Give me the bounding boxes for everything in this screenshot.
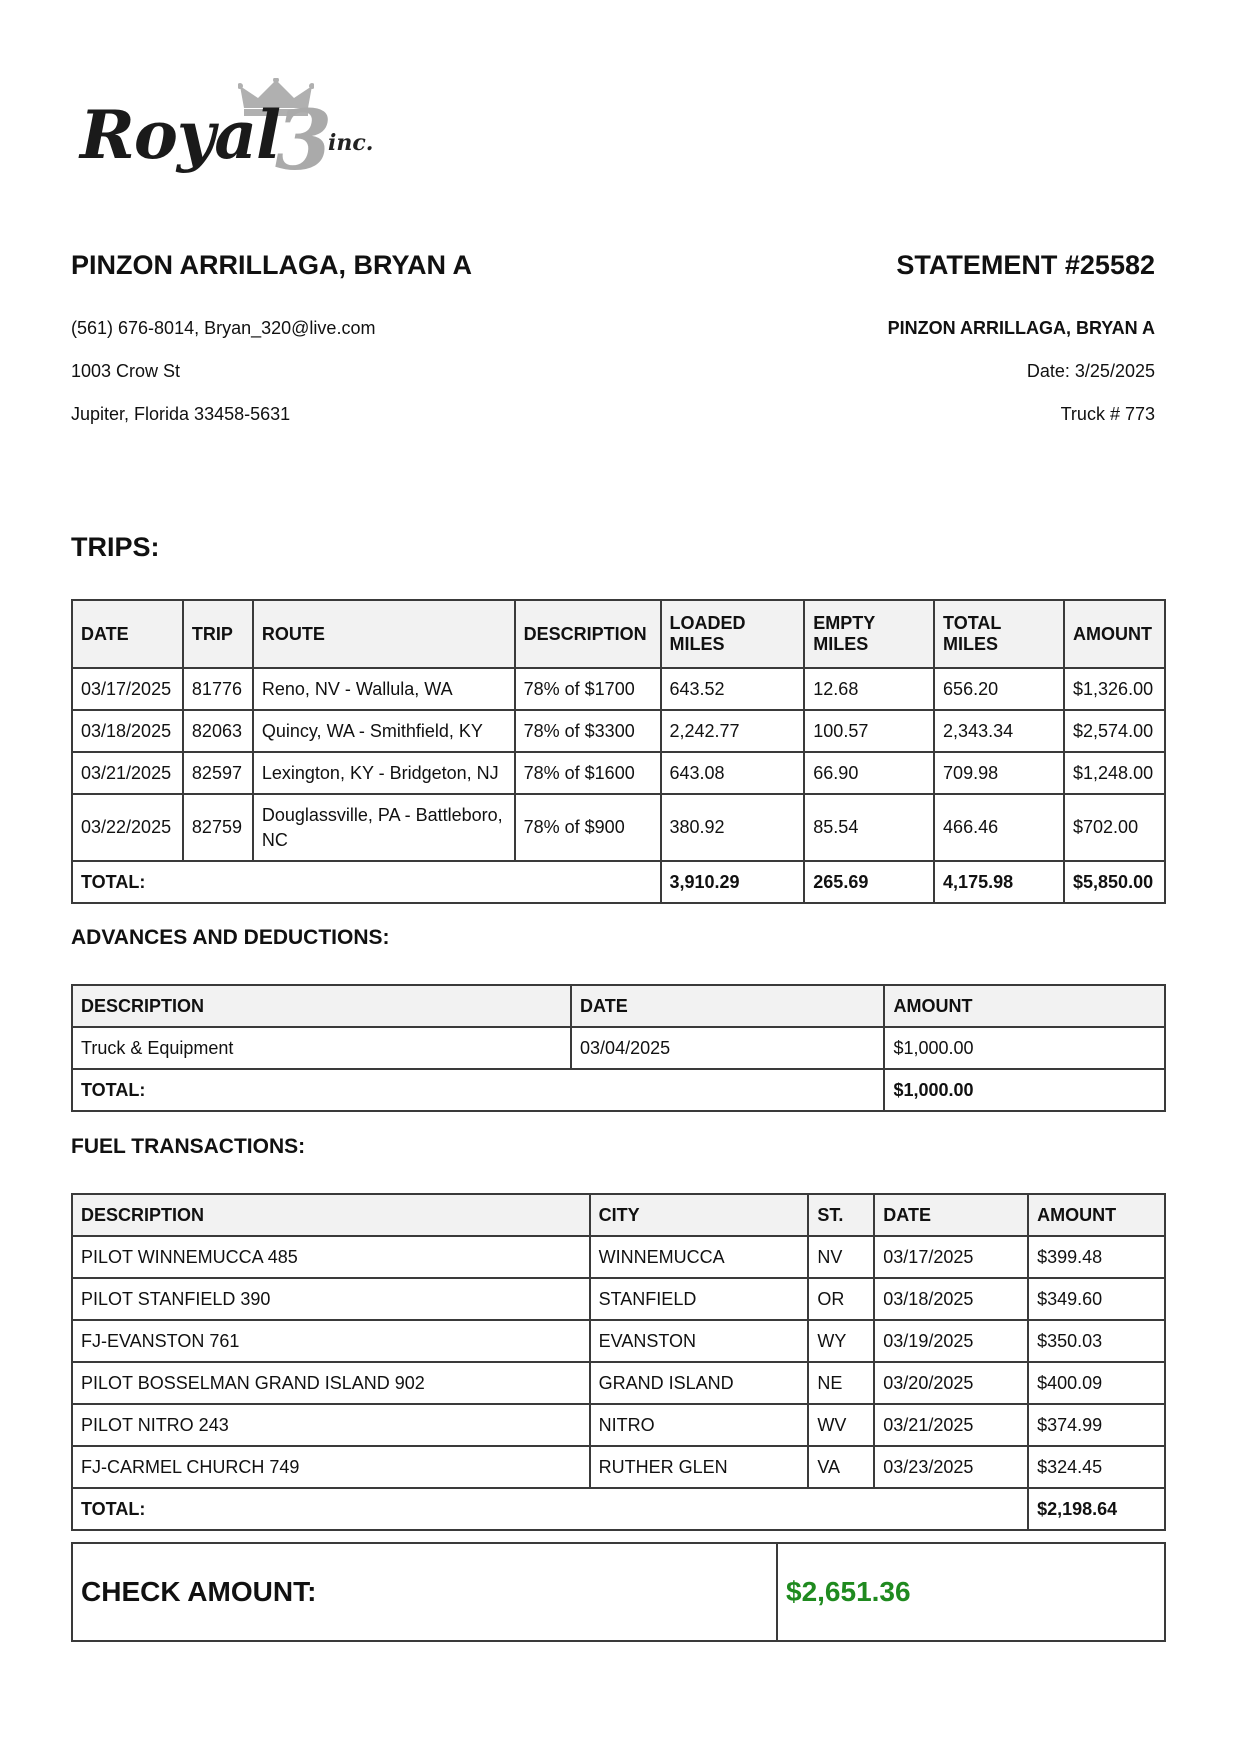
statement-info [888,248,1155,425]
table-cell: 03/21/2025 [874,1404,1028,1446]
table-cell: $399.48 [1028,1236,1165,1278]
company-logo [78,78,378,190]
logo-numeral: 3 [275,93,333,189]
table-cell: 03/04/2025 [571,1027,884,1069]
table-cell: $349.60 [1028,1278,1165,1320]
table-cell: Quincy, WA - Smithfield, KY [253,710,515,752]
table-cell: 03/23/2025 [874,1446,1028,1488]
column-header: DATE [72,600,183,668]
table-cell: 81776 [183,668,253,710]
table-row [72,710,1165,752]
column-header: TRIP [183,600,253,668]
table-cell: FJ-EVANSTON 761 [72,1320,590,1362]
table-row [72,1278,1165,1320]
table-cell: Douglassville, PA - Battleboro, NC [253,794,515,861]
table-cell: 03/17/2025 [72,668,183,710]
table-cell: $324.45 [1028,1446,1165,1488]
driver-name: PINZON ARRILLAGA, BRYAN A [71,250,473,280]
table-row [72,1236,1165,1278]
total-amount: $2,198.64 [1028,1488,1165,1530]
table-cell: $702.00 [1064,794,1165,861]
table-row [72,752,1165,794]
total-amount: $5,850.00 [1064,861,1165,903]
table-cell: 03/20/2025 [874,1362,1028,1404]
column-header: DATE [571,985,884,1027]
driver-street: 1003 Crow St [71,361,181,381]
table-cell: 82597 [183,752,253,794]
total-label: TOTAL: [72,861,661,903]
table-cell: 03/19/2025 [874,1320,1028,1362]
total-empty-miles: 265.69 [804,861,934,903]
column-header: EMPTY MILES [804,600,934,668]
table-cell: $1,326.00 [1064,668,1165,710]
total-loaded-miles: 3,910.29 [661,861,805,903]
table-cell: NV [808,1236,874,1278]
table-cell: 85.54 [804,794,934,861]
advances-header-row [72,985,1165,1027]
advances-title: ADVANCES AND DEDUCTIONS: [71,926,390,949]
driver-city: Jupiter, Florida 33458-5631 [71,404,291,424]
table-cell: NE [808,1362,874,1404]
total-label: TOTAL: [72,1488,1028,1530]
table-cell: 03/21/2025 [72,752,183,794]
column-header: AMOUNT [884,985,1165,1027]
table-cell: 12.68 [804,668,934,710]
table-row [72,1446,1165,1488]
table-cell: $400.09 [1028,1362,1165,1404]
column-header: TOTAL MILES [934,600,1064,668]
fuel-title: FUEL TRANSACTIONS: [71,1135,306,1158]
table-cell: WY [808,1320,874,1362]
fuel-table [71,1193,1166,1531]
column-header: ROUTE [253,600,515,668]
column-header: LOADED MILES [661,600,805,668]
table-cell: 656.20 [934,668,1064,710]
table-row [72,668,1165,710]
table-cell: WV [808,1404,874,1446]
table-cell: VA [808,1446,874,1488]
table-cell: 03/18/2025 [72,710,183,752]
table-cell: NITRO [590,1404,809,1446]
fuel-total-row [72,1488,1165,1530]
statement-date: Date: 3/25/2025 [1026,361,1155,381]
check-amount-box [71,1542,1166,1642]
table-cell: $1,000.00 [884,1027,1165,1069]
table-cell: $2,574.00 [1064,710,1165,752]
advances-total-row [72,1069,1165,1111]
trips-table [71,599,1166,904]
advances-table [71,984,1166,1112]
table-cell: 2,343.34 [934,710,1064,752]
statement-payee: PINZON ARRILLAGA, BRYAN A [887,318,1155,338]
column-header: AMOUNT [1028,1194,1165,1236]
column-header: DESCRIPTION [515,600,661,668]
statement-title: STATEMENT #25582 [896,250,1155,280]
table-cell: $374.99 [1028,1404,1165,1446]
table-cell: 78% of $1700 [515,668,661,710]
check-amount-label: CHECK AMOUNT: [73,1544,778,1640]
total-amount: $1,000.00 [884,1069,1165,1111]
driver-info [71,248,472,425]
table-cell: 380.92 [661,794,805,861]
statement-truck: Truck # 773 [1060,404,1155,424]
table-cell: 100.57 [804,710,934,752]
driver-contact: (561) 676-8014, Bryan_320@live.com [71,318,376,338]
column-header: CITY [590,1194,809,1236]
table-cell: 82063 [183,710,253,752]
column-header: ST. [808,1194,874,1236]
logo-suffix: inc. [328,130,374,156]
table-cell: 66.90 [804,752,934,794]
column-header: AMOUNT [1064,600,1165,668]
table-cell: 78% of $3300 [515,710,661,752]
table-cell: PILOT BOSSELMAN GRAND ISLAND 902 [72,1362,590,1404]
table-cell: WINNEMUCCA [590,1236,809,1278]
table-cell: FJ-CARMEL CHURCH 749 [72,1446,590,1488]
table-cell: PILOT STANFIELD 390 [72,1278,590,1320]
table-cell: 643.52 [661,668,805,710]
table-cell: RUTHER GLEN [590,1446,809,1488]
table-cell: Reno, NV - Wallula, WA [253,668,515,710]
table-cell: 78% of $900 [515,794,661,861]
column-header: DATE [874,1194,1028,1236]
table-cell: Truck & Equipment [72,1027,571,1069]
table-cell: STANFIELD [590,1278,809,1320]
table-row [72,1404,1165,1446]
table-cell: 03/22/2025 [72,794,183,861]
table-cell: $350.03 [1028,1320,1165,1362]
column-header: DESCRIPTION [72,985,571,1027]
table-row [72,1362,1165,1404]
table-cell: OR [808,1278,874,1320]
column-header: DESCRIPTION [72,1194,590,1236]
total-miles: 4,175.98 [934,861,1064,903]
trips-total-row [72,861,1165,903]
fuel-header-row [72,1194,1165,1236]
check-amount-value: $2,651.36 [786,1576,911,1607]
table-cell: 82759 [183,794,253,861]
table-cell: 03/18/2025 [874,1278,1028,1320]
table-cell: EVANSTON [590,1320,809,1362]
table-row [72,1027,1165,1069]
table-row [72,1320,1165,1362]
table-cell: 709.98 [934,752,1064,794]
table-cell: 466.46 [934,794,1064,861]
trips-title: TRIPS: [71,532,160,562]
table-cell: 78% of $1600 [515,752,661,794]
table-cell: 03/17/2025 [874,1236,1028,1278]
table-cell: PILOT NITRO 243 [72,1404,590,1446]
table-cell: 643.08 [661,752,805,794]
table-cell: PILOT WINNEMUCCA 485 [72,1236,590,1278]
total-label: TOTAL: [72,1069,884,1111]
table-cell: $1,248.00 [1064,752,1165,794]
trips-header-row [72,600,1165,668]
table-cell: GRAND ISLAND [590,1362,809,1404]
table-cell: Lexington, KY - Bridgeton, NJ [253,752,515,794]
logo-wordmark: Royal [80,96,281,174]
table-cell: 2,242.77 [661,710,805,752]
table-row [72,794,1165,861]
